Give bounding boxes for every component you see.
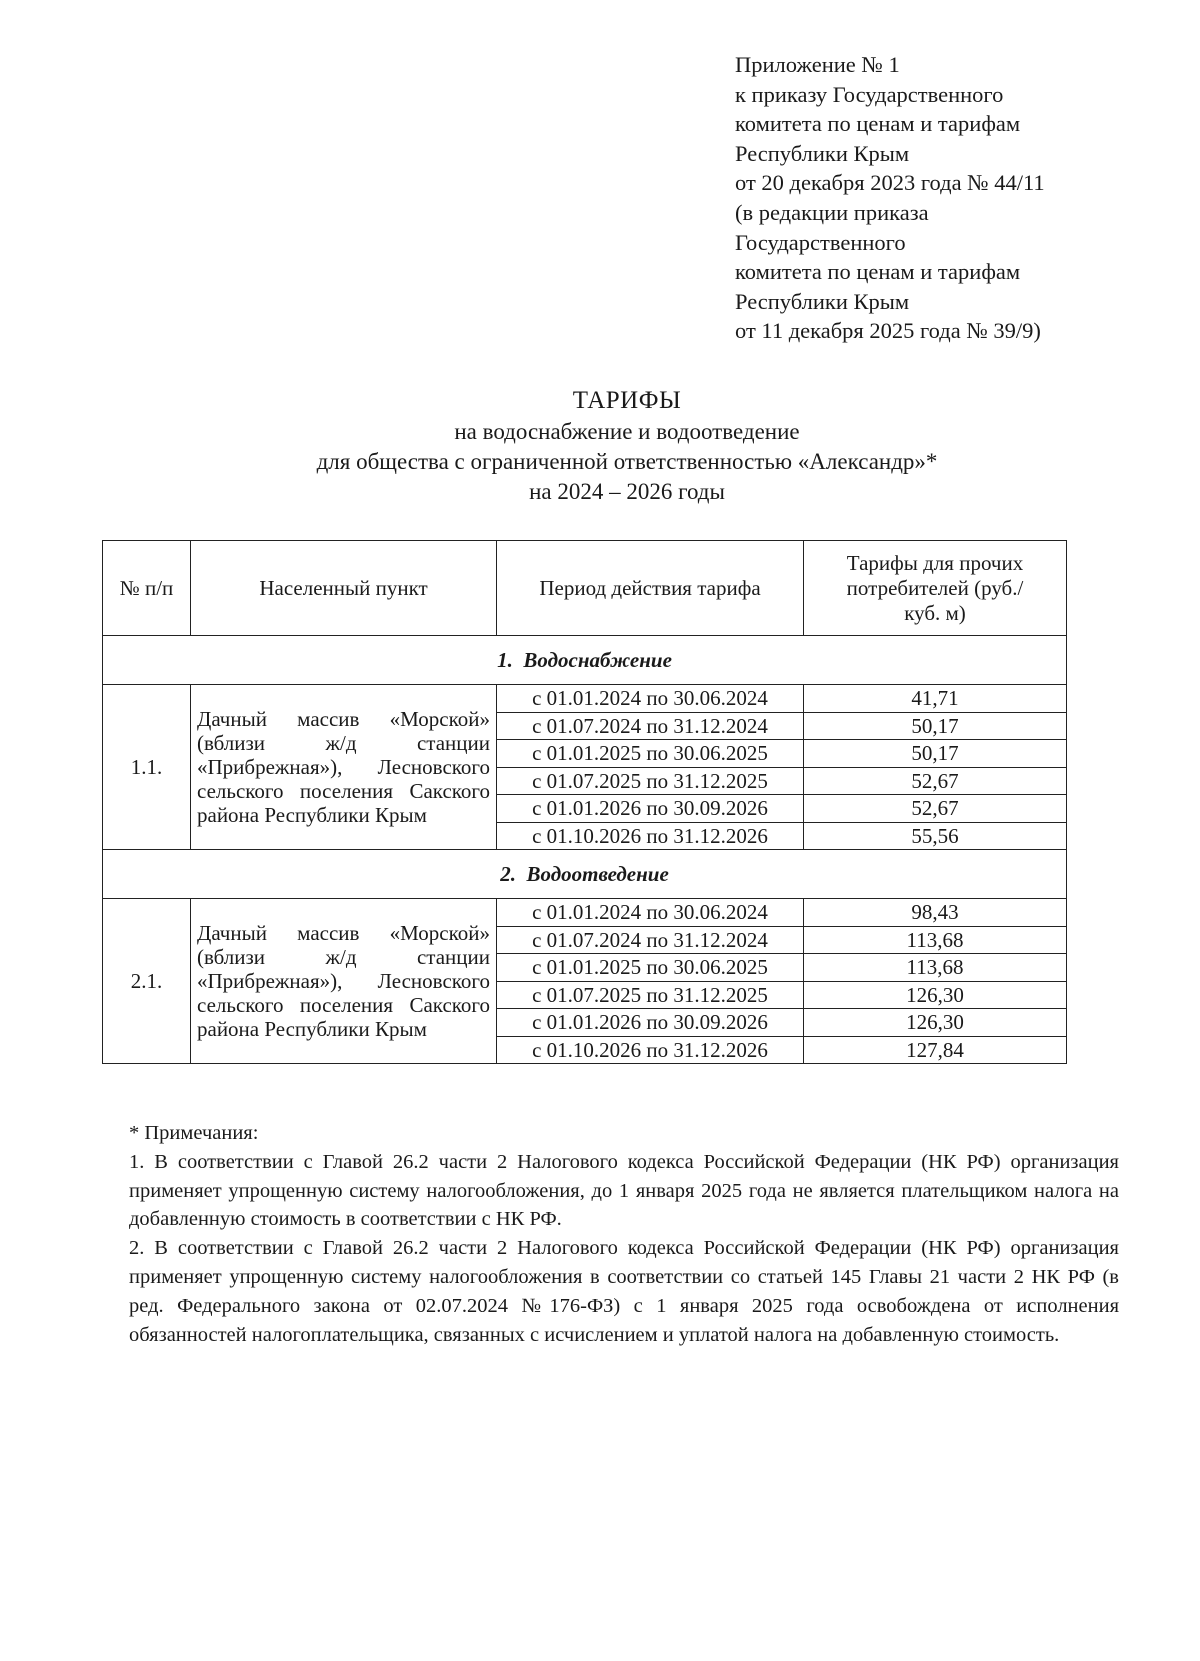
tariff-period: с 01.01.2025 по 30.06.2025 <box>497 740 804 768</box>
appendix-line: Республики Крым <box>735 288 910 314</box>
title-main: ТАРИФЫ <box>572 387 682 414</box>
tariff-period: с 01.07.2024 по 31.12.2024 <box>497 712 804 740</box>
tariff-value: 50,17 <box>804 740 1067 768</box>
title-line-3: на 2024 – 2026 годы <box>529 479 725 504</box>
note-item: 1. В соответствии с Главой 26.2 части 2 Налогового кодекса Российской Федерации (НК РФ) организация применяет упрощенную систему налогообложения, до 1 января 2025 года не является плательщиком налога на добавленную стоимость в соответствии с НК РФ. <box>129 1150 1119 1231</box>
table-row <box>103 899 1067 927</box>
appendix-line: от 11 декабря 2025 года № 39/9) <box>735 318 1041 344</box>
header-period: Период действия тарифа <box>497 541 804 636</box>
item-number: 2.1. <box>103 899 191 1064</box>
section-row-water-supply <box>103 636 1067 685</box>
appendix-line: к приказу Государственного <box>735 81 1004 107</box>
section-title: 1. Водоснабжение <box>103 636 1067 685</box>
tariff-value: 52,67 <box>804 795 1067 823</box>
tariff-period: с 01.07.2024 по 31.12.2024 <box>497 926 804 954</box>
appendix-line: комитета по ценам и тарифам <box>735 111 1021 137</box>
settlement-name: Дачный массив «Морской» (вблизи ж/д станции «Прибрежная»), Лесновского сельского поселения Сакского района Республики Крым <box>191 899 497 1064</box>
header-place: Населенный пункт <box>191 541 497 636</box>
tariff-value: 127,84 <box>804 1036 1067 1064</box>
tariff-period: с 01.10.2026 по 31.12.2026 <box>497 822 804 850</box>
note-item: 2. В соответствии с Главой 26.2 части 2 Налогового кодекса Российской Федерации (НК РФ) организация применяет упрощенную систему налогообложения в соответствии со статьей 145 Главы 21 части 2 НК РФ (в ред. Федерального закона от 02.07.2024 №176-ФЗ) с 1 января 2025 года освобождена от исполнения обязанностей налогоплательщика, связанных с исчислением и уплатой налога на добавленную стоимость. <box>129 1237 1119 1346</box>
appendix-line: Республики Крым <box>735 140 910 166</box>
tariff-period: с 01.01.2024 по 30.06.2024 <box>497 899 804 927</box>
title-line-2: для общества с ограниченной ответственностью «Александр»* <box>316 449 938 474</box>
section-row-wastewater <box>103 850 1067 899</box>
appendix-line: от 20 декабря 2023 года № 44/11 <box>735 170 1045 196</box>
tariff-value: 113,68 <box>804 926 1067 954</box>
appendix-line: Приложение № 1 <box>735 52 900 77</box>
tariff-value: 41,71 <box>804 685 1067 713</box>
tariff-period: с 01.01.2026 по 30.09.2026 <box>497 1009 804 1037</box>
tariff-value: 52,67 <box>804 767 1067 795</box>
tariff-period: с 01.01.2024 по 30.06.2024 <box>497 685 804 713</box>
tariff-value: 113,68 <box>804 954 1067 982</box>
tariff-value: 98,43 <box>804 899 1067 927</box>
document-title <box>0 384 1200 507</box>
appendix-line: комитета по ценам и тарифам <box>735 259 1021 285</box>
appendix-line: Государственного <box>735 229 906 255</box>
appendix-reference <box>735 50 1045 346</box>
tariff-value: 126,30 <box>804 981 1067 1009</box>
notes-heading: * Примечания: <box>129 1122 259 1144</box>
item-number: 1.1. <box>103 685 191 850</box>
appendix-line: (в редакции приказа <box>735 199 929 225</box>
tariff-value: 50,17 <box>804 712 1067 740</box>
table-row <box>103 685 1067 713</box>
tariff-period: с 01.01.2026 по 30.09.2026 <box>497 795 804 823</box>
tariff-period: с 01.01.2025 по 30.06.2025 <box>497 954 804 982</box>
tariff-period: с 01.07.2025 по 31.12.2025 <box>497 981 804 1009</box>
notes-section <box>129 1119 1119 1349</box>
tariff-value: 126,30 <box>804 1009 1067 1037</box>
tariff-value: 55,56 <box>804 822 1067 850</box>
tariff-table <box>102 540 1067 1064</box>
section-title: 2. Водоотведение <box>103 850 1067 899</box>
tariff-period: с 01.10.2026 по 31.12.2026 <box>497 1036 804 1064</box>
tariff-period: с 01.07.2025 по 31.12.2025 <box>497 767 804 795</box>
title-line-1: на водоснабжение и водоотведение <box>454 419 800 444</box>
header-num: № п/п <box>103 541 191 636</box>
header-tariff: Тарифы для прочих потребителей (руб./куб. м) <box>804 541 1067 636</box>
settlement-name: Дачный массив «Морской» (вблизи ж/д станции «Прибрежная»), Лесновского сельского поселения Сакского района Республики Крым <box>191 685 497 850</box>
table-header-row <box>103 541 1067 636</box>
